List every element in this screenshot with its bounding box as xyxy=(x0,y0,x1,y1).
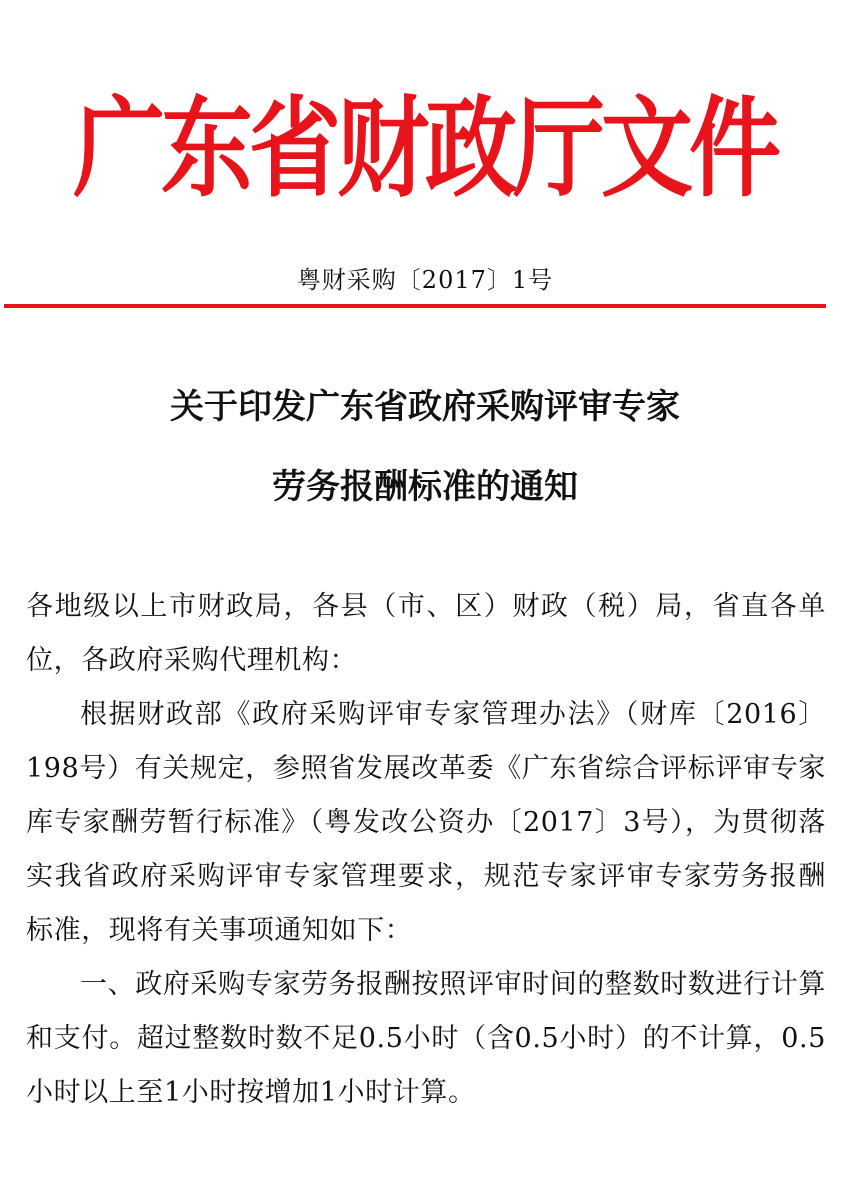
header-divider xyxy=(4,304,826,308)
notice-title-line-1: 关于印发广东省政府采购评审专家 xyxy=(170,387,680,427)
notice-title-line-2: 劳务报酬标准的通知 xyxy=(272,467,578,507)
document-number: 粤财采购〔2017〕1号 xyxy=(296,266,554,294)
body-paragraph-1: 根据财政部《政府采购评审专家管理办法》（财库〔2016〕198号）有关规定，参照省发展改革委《广东省综合评标评审专家库专家酬劳暂行标准》（粤发改公资办〔2017〕3号），为贯彻落实我省政府采购评审专家管理要求，规范专家评审专家劳务报酬标准，现将有关事项通知如下： xyxy=(26,699,826,946)
body-paragraph-2: 一、政府采购专家劳务报酬按照评审时间的整数时数进行计算和支付。超过整数时数不足0.5小时（含0.5小时）的不计算，0.5小时以上至1小时按增加1小时计算。 xyxy=(26,969,826,1108)
document-header-title: 广东省财政厅文件 xyxy=(72,85,777,213)
notice-body xyxy=(26,580,826,1120)
salutation: 各地级以上市财政局，各县（市、区）财政（税）局，省直各单位，各政府采购代理机构： xyxy=(26,591,826,676)
